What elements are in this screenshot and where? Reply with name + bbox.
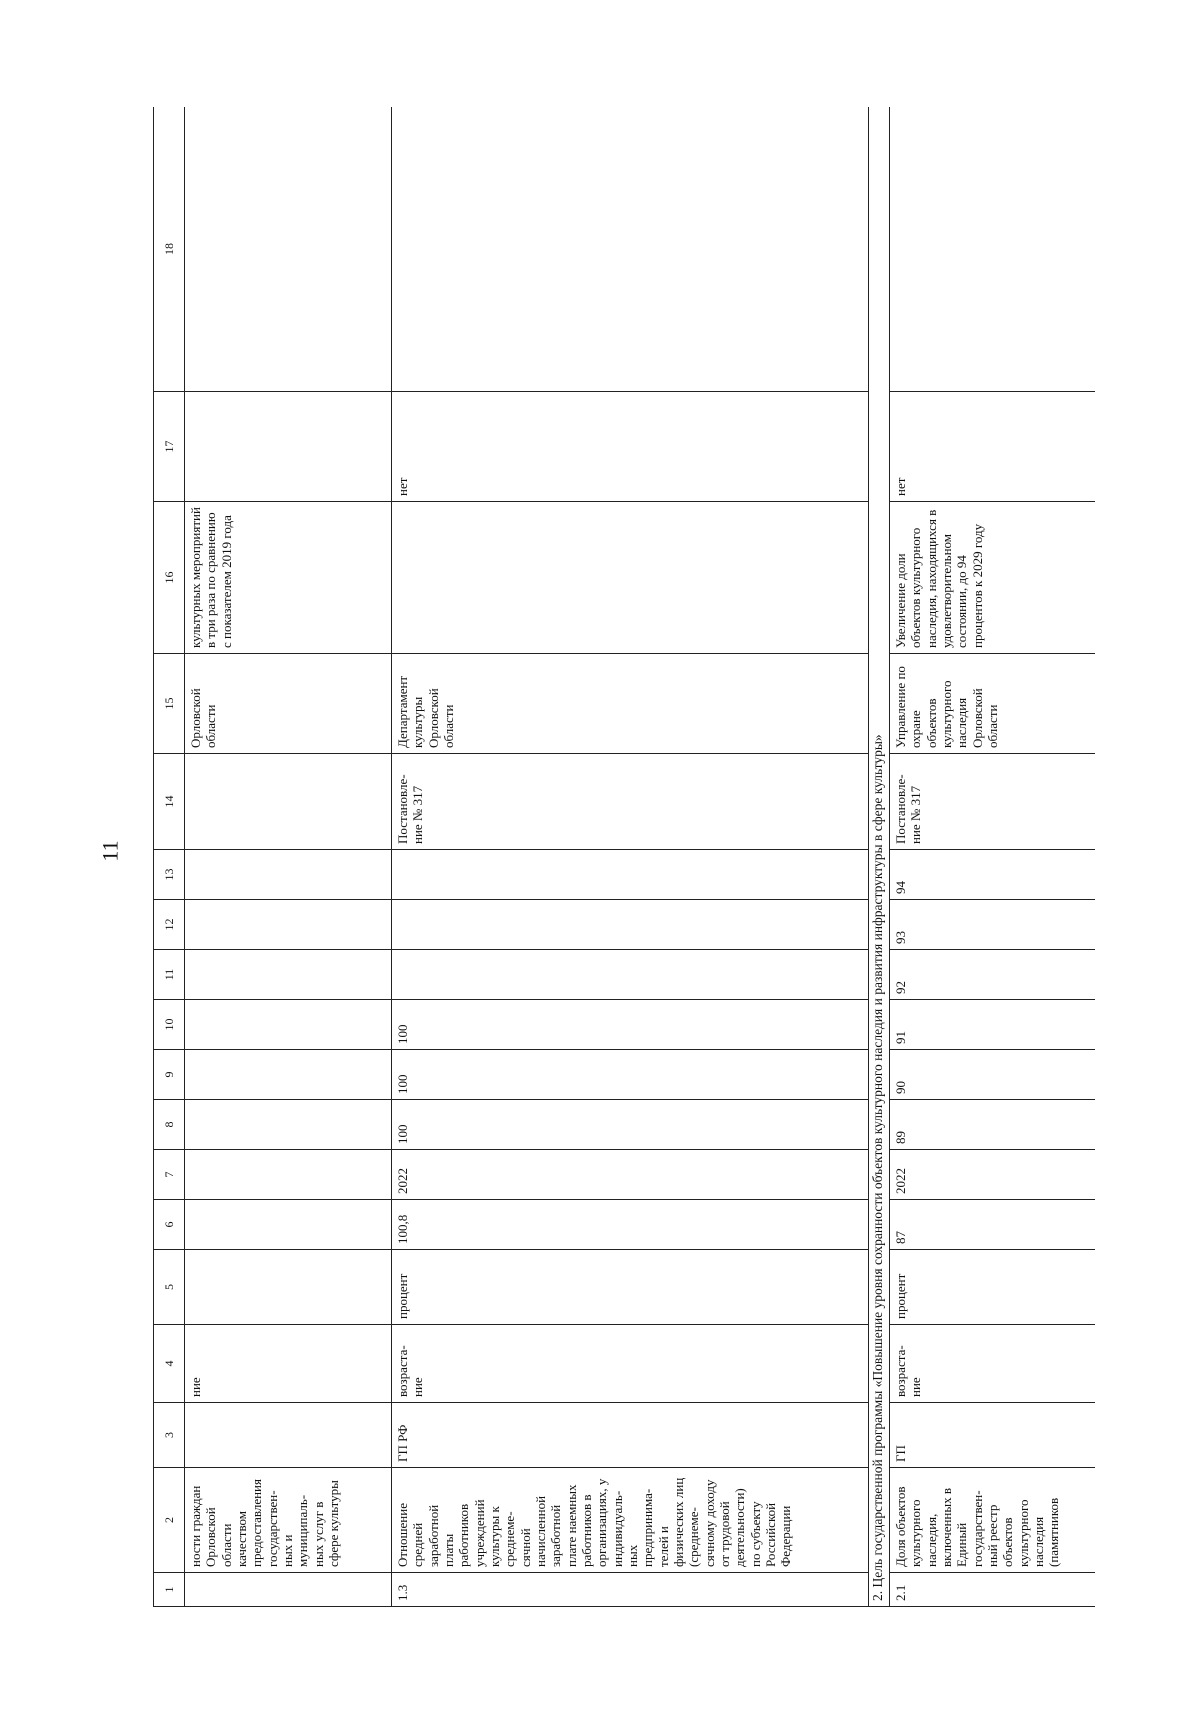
cell-trend: ние bbox=[185, 1325, 392, 1403]
cell-value bbox=[185, 950, 392, 1000]
cell-value: 100 bbox=[392, 1000, 869, 1050]
cell-info-system: нет bbox=[890, 392, 1096, 502]
column-header: 12 bbox=[154, 900, 185, 950]
cell-info-system bbox=[185, 392, 392, 502]
cell-info-system: нет bbox=[392, 392, 869, 502]
column-header: 13 bbox=[154, 850, 185, 900]
goal-title: 2. Цель государственной программы «Повышение уровня сохранности объектов культурного наследия и развития инфраструктуры в сфере культуры» bbox=[869, 107, 890, 1607]
cell-level: ГП bbox=[890, 1403, 1096, 1468]
cell-goal-link bbox=[392, 502, 869, 654]
cell-value: 89 bbox=[890, 1100, 1096, 1150]
cell-document: Постановле-ние № 317 bbox=[890, 754, 1096, 850]
cell-unit: процент bbox=[890, 1250, 1096, 1325]
cell-value: 100 bbox=[392, 1100, 869, 1150]
column-header: 2 bbox=[154, 1468, 185, 1573]
table-row bbox=[185, 107, 392, 1607]
cell-value bbox=[185, 900, 392, 950]
cell-value: 93 bbox=[890, 900, 1096, 950]
cell-value bbox=[392, 850, 869, 900]
cell-extra bbox=[185, 107, 392, 392]
column-header: 14 bbox=[154, 754, 185, 850]
goal-row bbox=[869, 107, 890, 1607]
cell-value bbox=[185, 1100, 392, 1150]
column-header: 9 bbox=[154, 1050, 185, 1100]
cell-number: 2.1 bbox=[890, 1573, 1096, 1607]
column-header: 10 bbox=[154, 1000, 185, 1050]
column-header: 1 bbox=[154, 1573, 185, 1607]
cell-level bbox=[185, 1403, 392, 1468]
cell-base-year bbox=[185, 1150, 392, 1200]
page-number: 11 bbox=[97, 840, 123, 862]
cell-value: 90 bbox=[890, 1050, 1096, 1100]
cell-value bbox=[185, 1000, 392, 1050]
column-header: 8 bbox=[154, 1100, 185, 1150]
rotated-table bbox=[153, 107, 1095, 1607]
cell-document bbox=[185, 754, 392, 850]
column-header: 3 bbox=[154, 1403, 185, 1468]
cell-number: 1.3 bbox=[392, 1573, 869, 1607]
column-header: 17 bbox=[154, 392, 185, 502]
cell-value bbox=[392, 950, 869, 1000]
cell-base-value bbox=[185, 1200, 392, 1250]
cell-base-value: 100,8 bbox=[392, 1200, 869, 1250]
cell-unit: процент bbox=[392, 1250, 869, 1325]
column-header: 7 bbox=[154, 1150, 185, 1200]
rotated-table-frame bbox=[153, 107, 1095, 1607]
table-row bbox=[890, 107, 1096, 1607]
cell-value: 91 bbox=[890, 1000, 1096, 1050]
cell-base-year: 2022 bbox=[890, 1150, 1096, 1200]
cell-base-value: 87 bbox=[890, 1200, 1096, 1250]
cell-value bbox=[185, 1050, 392, 1100]
cell-unit bbox=[185, 1250, 392, 1325]
cell-base-year: 2022 bbox=[392, 1150, 869, 1200]
cell-value: 94 bbox=[890, 850, 1096, 900]
cell-value: 92 bbox=[890, 950, 1096, 1000]
cell-goal-link: культурных мероприятий в три раза по сравнению с показателем 2019 года bbox=[185, 502, 392, 654]
cell-trend: возраста-ние bbox=[890, 1325, 1096, 1403]
column-header: 6 bbox=[154, 1200, 185, 1250]
cell-responsible: Департамент культуры Орловской области bbox=[392, 654, 869, 754]
cell-indicator-name: Отношение средней заработной платы работников учреждений культуры к среднеме-сячной начисленной заработной плате наемных работников в организациях, у индивидуаль-ных предпринима-телей и физических лиц (среднеме-сячному доходу от трудовой деятельности) по субъекту Российской Федерации bbox=[392, 1468, 869, 1573]
cell-responsible: Орловской области bbox=[185, 654, 392, 754]
column-header: 5 bbox=[154, 1250, 185, 1325]
cell-trend: возраста-ние bbox=[392, 1325, 869, 1403]
cell-document: Постановле-ние № 317 bbox=[392, 754, 869, 850]
cell-value bbox=[185, 850, 392, 900]
column-header: 15 bbox=[154, 654, 185, 754]
indicators-table bbox=[153, 107, 1095, 1607]
cell-value bbox=[392, 900, 869, 950]
column-header: 18 bbox=[154, 107, 185, 392]
column-header: 16 bbox=[154, 502, 185, 654]
cell-responsible: Управление по охране объектов культурного наследия Орловской области bbox=[890, 654, 1096, 754]
cell-indicator-name: ности граждан Орловской области качеством предоставления государствен-ных и муниципаль-ных услуг в сфере культуры bbox=[185, 1468, 392, 1573]
table-row bbox=[392, 107, 869, 1607]
cell-level: ГП РФ bbox=[392, 1403, 869, 1468]
column-number-header-row bbox=[154, 107, 185, 1607]
cell-goal-link: Увеличение доли объектов культурного наследия, находящихся в удовлетворительном состоянии, до 94 процентов к 2029 году bbox=[890, 502, 1096, 654]
column-header: 11 bbox=[154, 950, 185, 1000]
cell-number bbox=[185, 1573, 392, 1607]
cell-extra bbox=[890, 107, 1096, 392]
column-header: 4 bbox=[154, 1325, 185, 1403]
cell-indicator-name: Доля объектов культурного наследия, включенных в Единый государствен-ный реестр объектов культурного наследия (памятников bbox=[890, 1468, 1096, 1573]
cell-extra bbox=[392, 107, 869, 392]
cell-value: 100 bbox=[392, 1050, 869, 1100]
